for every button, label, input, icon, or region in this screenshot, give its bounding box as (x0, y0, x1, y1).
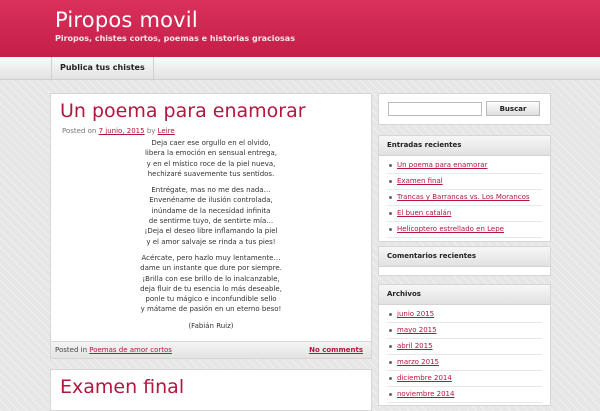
list-item (387, 371, 542, 387)
poem-stanza (51, 138, 371, 179)
recent-post-link[interactable]: El buen catalán (397, 209, 452, 217)
poem-line: Acércate, pero hazlo muy lentamente… (141, 253, 281, 262)
poem-line: y mátame de pasión en un eterno beso! (140, 305, 282, 314)
recent-posts-widget (378, 135, 551, 242)
search-widget (378, 93, 551, 125)
post-meta (62, 127, 175, 135)
post-footer (51, 341, 371, 358)
widget-title: Archivos (379, 285, 550, 305)
post-title[interactable]: Un poema para enamorar (60, 100, 306, 122)
meta-prefix: Posted on (62, 127, 97, 135)
poem-line: y en el místico roce de la piel nueva, (146, 159, 276, 168)
post-article (50, 369, 372, 411)
list-item (387, 206, 542, 222)
nav-item-publica[interactable]: Publica tus chistes (51, 57, 154, 79)
archive-link[interactable]: diciembre 2014 (397, 374, 452, 382)
poem-line: Envenéname de ilusión controlada, (149, 196, 273, 205)
poem-line: Entrégate, mas no me des nada… (151, 186, 271, 195)
recent-post-link[interactable]: Helicoptero estrellado en Lepe (397, 225, 504, 233)
list-item (387, 222, 542, 238)
archives-widget (378, 284, 551, 406)
list-item (387, 190, 542, 206)
archive-link[interactable]: mayo 2015 (397, 326, 437, 334)
archive-link[interactable]: marzo 2015 (397, 358, 439, 366)
post-date-link[interactable]: 7 junio, 2015 (98, 127, 145, 135)
poem-line: y el amor salvaje se rinda a tus pies! (146, 237, 276, 246)
poem-line: ponle tu mágico e inconfundible sello (145, 295, 277, 304)
site-description: Piropos, chistes cortos, poemas e historias graciosas (55, 34, 295, 43)
poem-author: (Fabián Ruiz) (188, 321, 234, 330)
widget-title: Entradas recientes (379, 136, 550, 156)
list-item (387, 307, 542, 323)
poem-line: ¡Brilla con ese brillo de lo inalcanzable, (142, 274, 280, 283)
archive-link[interactable]: abril 2015 (397, 342, 433, 350)
post-title[interactable]: Examen final (60, 376, 185, 398)
list-item (387, 174, 542, 190)
list-item (387, 339, 542, 355)
search-button[interactable]: Buscar (486, 101, 540, 116)
poem-line: de sentirme tuyo, de sentirte mía… (148, 217, 274, 226)
site-header (0, 0, 600, 57)
recent-post-link[interactable]: Trancas y Barrancas vs. Los Morancos (397, 193, 530, 201)
poem-line: libera la emoción en sensual entrega, (144, 149, 277, 158)
poem-line: hechizaré suavemente tus sentidos. (147, 169, 275, 178)
poem-line: Deja caer ese orgullo en el olvido, (151, 139, 271, 147)
meta-by: by (146, 127, 156, 135)
archive-link[interactable]: noviembre 2014 (397, 390, 455, 398)
post-article (50, 93, 372, 359)
archive-link[interactable]: junio 2015 (397, 310, 435, 318)
poem-line: dame un instante que dure por siempre. (140, 264, 282, 273)
archives-list (379, 305, 550, 403)
comments-link[interactable]: No comments (309, 346, 363, 354)
category-link[interactable]: Poemas de amor cortos (89, 346, 172, 354)
footer-prefix: Posted in (55, 346, 88, 354)
poem-body (51, 138, 371, 331)
recent-posts-list (379, 156, 550, 238)
poem-line: deja fluir de tu esencia lo más deseable, (140, 284, 282, 293)
search-input[interactable] (388, 102, 482, 116)
list-item (387, 355, 542, 371)
post-author-link[interactable]: Leire (157, 127, 175, 135)
recent-post-link[interactable]: Un poema para enamorar (397, 161, 488, 169)
poem-line: ¡Deja el deseo libre inflamando la piel (144, 227, 278, 236)
list-item (387, 158, 542, 174)
list-item (387, 323, 542, 339)
recent-comments-widget (378, 246, 551, 276)
widget-title: Comentarios recientes (379, 247, 550, 267)
list-item (387, 387, 542, 403)
recent-post-link[interactable]: Examen final (397, 177, 443, 185)
poem-stanza (51, 253, 371, 315)
poem-line: inúndame de la necesidad infinita (151, 206, 271, 215)
site-title[interactable]: Piropos movil (55, 8, 198, 32)
poem-stanza (51, 185, 371, 247)
main-nav (0, 57, 600, 80)
post-category (55, 346, 172, 354)
